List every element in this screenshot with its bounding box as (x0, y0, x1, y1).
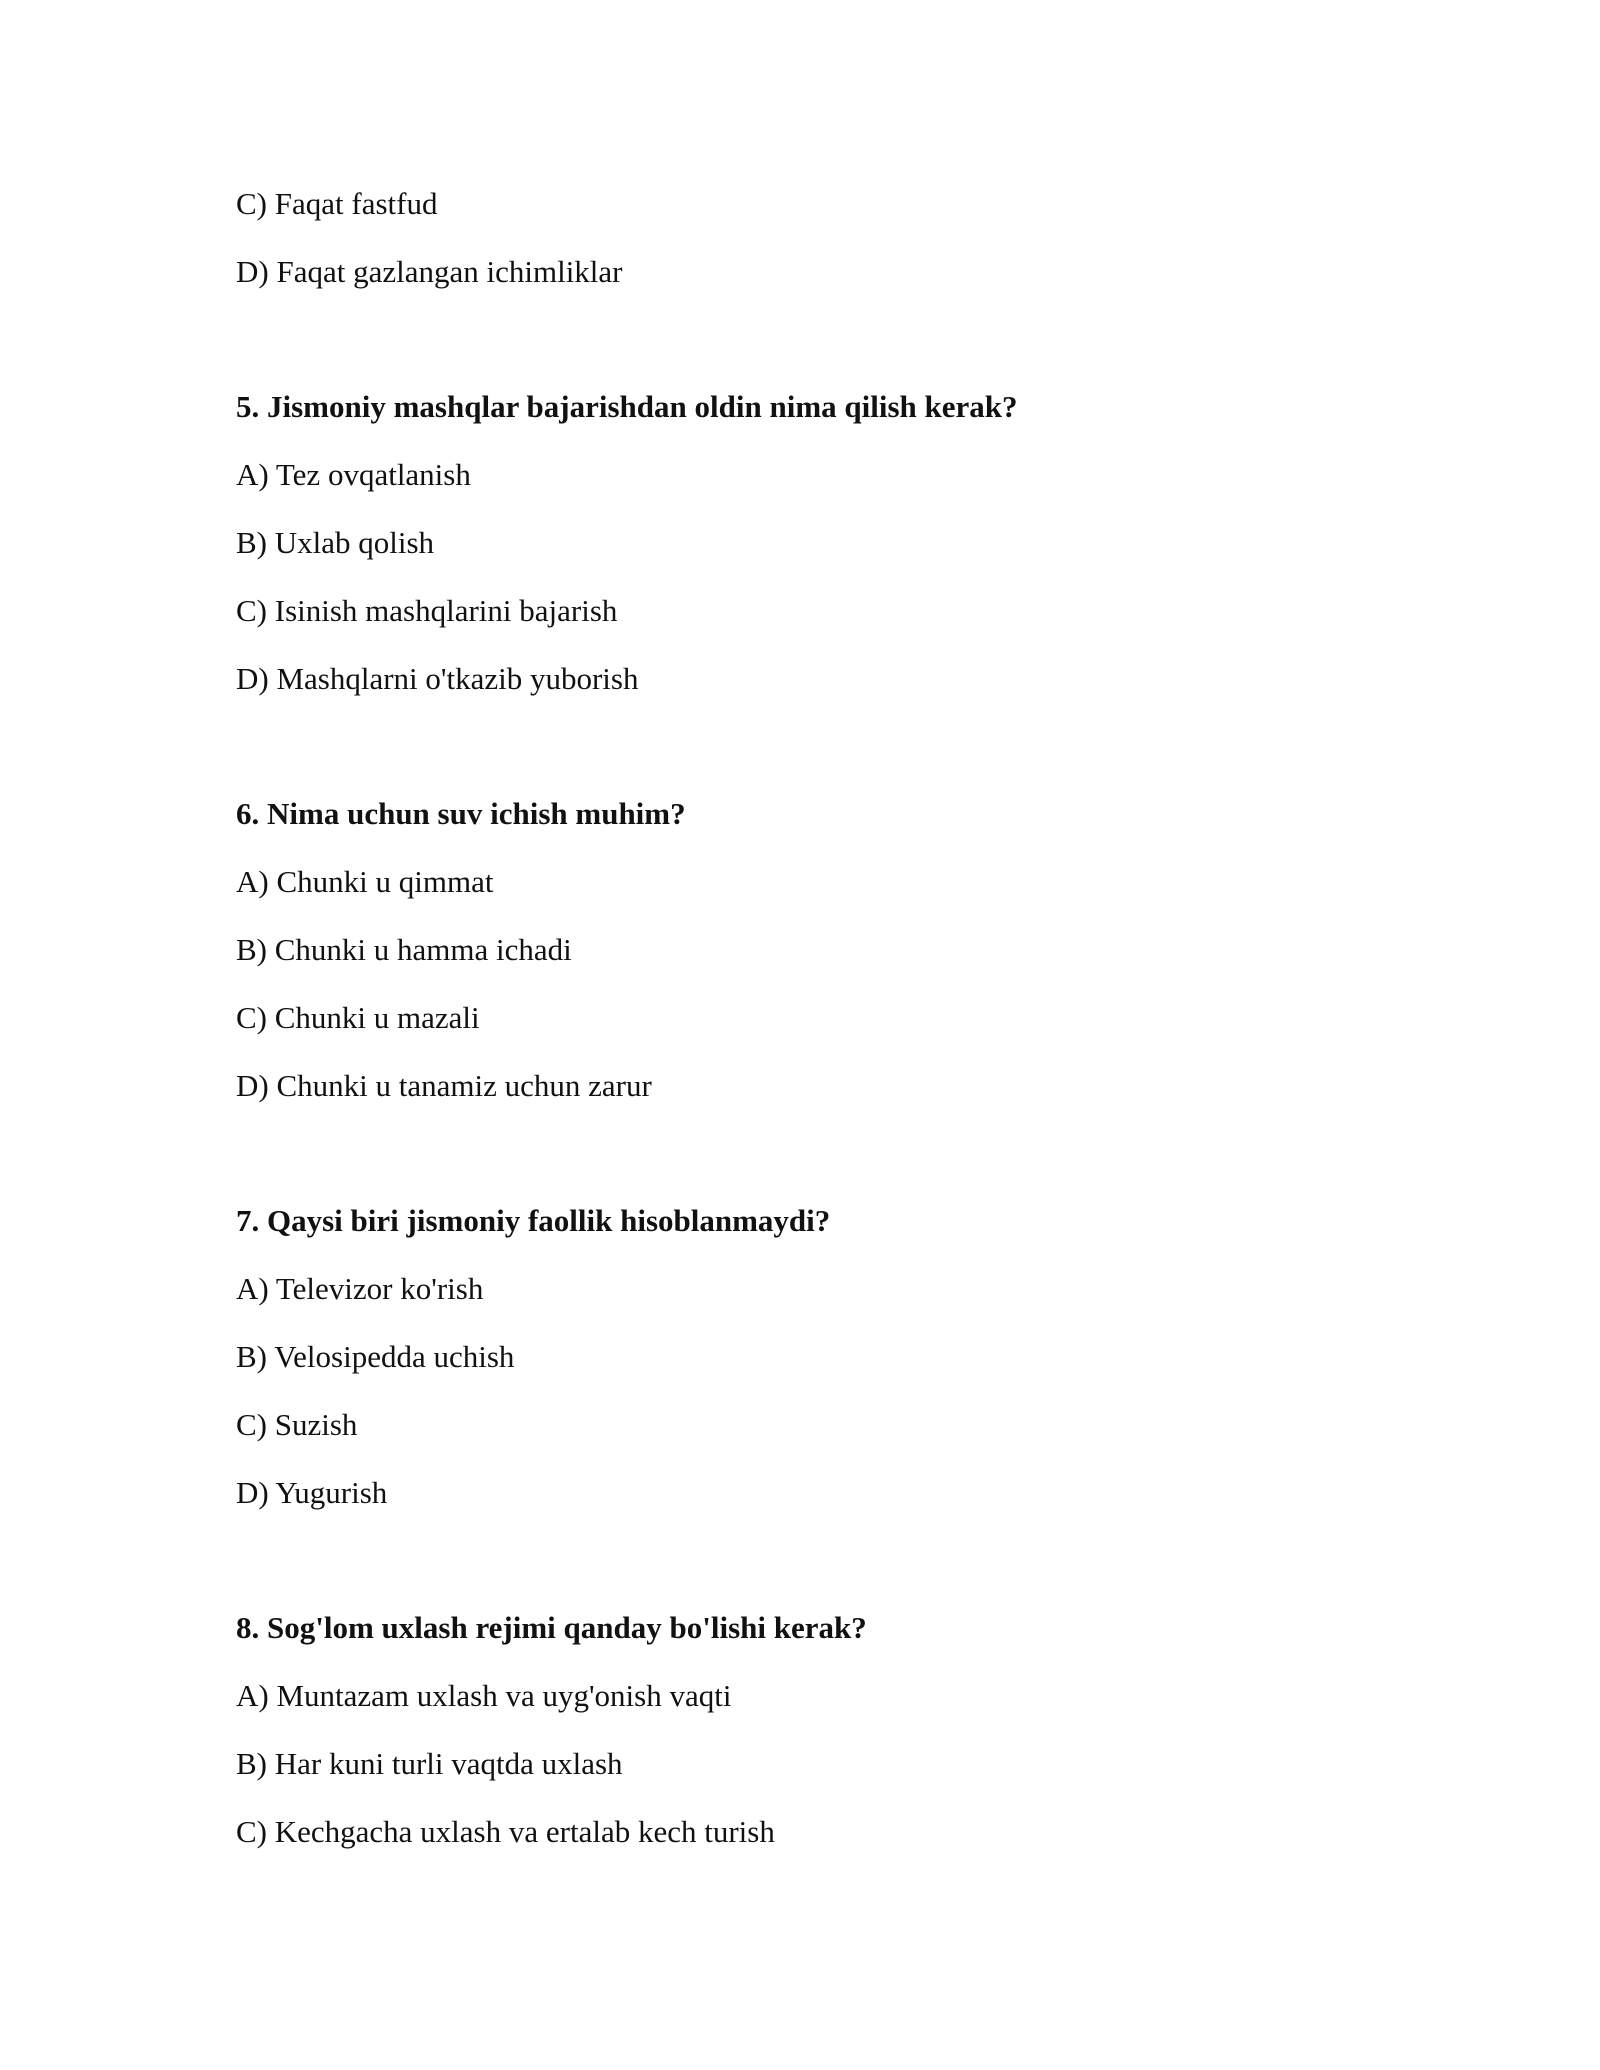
answer-option: B) Har kuni turli vaqtda uxlash (236, 1746, 623, 1781)
answer-option: A) Tez ovqatlanish (236, 457, 471, 492)
question-7 (236, 1203, 1436, 1511)
question-4-continued (236, 186, 1436, 290)
spacer (236, 729, 1436, 796)
answer-option: B) Uxlab qolish (236, 525, 435, 560)
question-5 (236, 389, 1436, 697)
answer-option: B) Velosipedda uchish (236, 1339, 515, 1374)
question-text: 6. Nima uchun suv ichish muhim? (236, 796, 686, 831)
spacer (236, 322, 1436, 389)
question-6 (236, 796, 1436, 1104)
answer-option: A) Televizor ko'rish (236, 1271, 484, 1306)
answer-option: B) Chunki u hamma ichadi (236, 932, 572, 967)
answer-option: D) Faqat gazlangan ichimliklar (236, 254, 623, 289)
answer-option: D) Chunki u tanamiz uchun zarur (236, 1068, 652, 1103)
question-8 (236, 1610, 1436, 1850)
answer-option: D) Mashqlarni o'tkazib yuborish (236, 661, 639, 696)
answer-option: D) Yugurish (236, 1475, 388, 1510)
answer-option: C) Suzish (236, 1407, 358, 1442)
answer-option: A) Muntazam uxlash va uyg'onish vaqti (236, 1678, 732, 1713)
spacer (236, 1543, 1436, 1610)
answer-option: A) Chunki u qimmat (236, 864, 494, 899)
question-text: 8. Sog'lom uxlash rejimi qanday bo'lishi kerak? (236, 1610, 867, 1645)
answer-option: C) Kechgacha uxlash va ertalab kech turish (236, 1814, 775, 1849)
answer-option: C) Faqat fastfud (236, 186, 438, 221)
question-text: 5. Jismoniy mashqlar bajarishdan oldin nima qilish kerak? (236, 389, 1018, 424)
question-text: 7. Qaysi biri jismoniy faollik hisoblanmaydi? (236, 1203, 831, 1238)
quiz-content (236, 186, 1436, 1882)
answer-option: C) Isinish mashqlarini bajarish (236, 593, 618, 628)
answer-option: C) Chunki u mazali (236, 1000, 480, 1035)
spacer (236, 1136, 1436, 1203)
